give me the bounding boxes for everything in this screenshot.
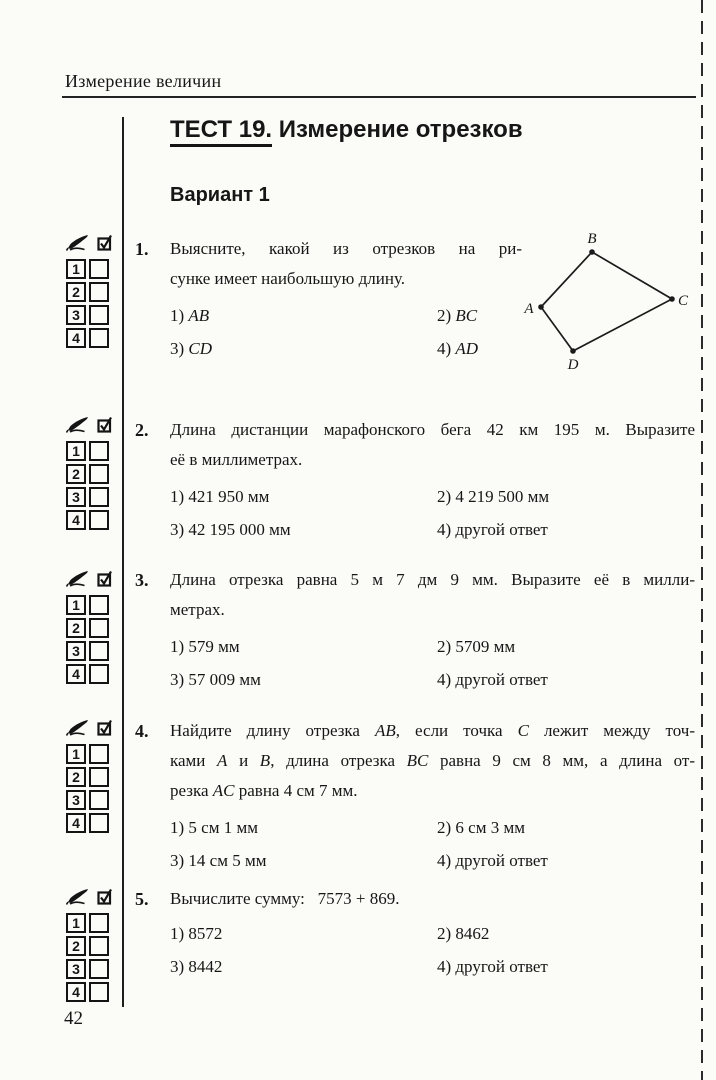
- checked-checkbox-icon: [97, 416, 113, 438]
- answer-number-box: 1: [66, 913, 86, 933]
- answer-grid-header: [66, 723, 113, 741]
- answer-checkbox[interactable]: [89, 487, 109, 507]
- answer-grid-header: [66, 420, 113, 438]
- page-title: [170, 116, 523, 144]
- answer-row: [66, 510, 113, 530]
- question-text-line: ками A и B, длина отрезка BC равна 9 см 8 мм, а длина от-: [170, 751, 695, 770]
- answer-number-box: 4: [66, 664, 86, 684]
- answer-number-box: 2: [66, 282, 86, 302]
- question-number: 3.: [135, 570, 149, 590]
- question-text-line: Длина дистанции марафонского бега 42 км 195 м. Выразите: [170, 420, 695, 439]
- answer-checkbox[interactable]: [89, 744, 109, 764]
- answer-number-box: 4: [66, 510, 86, 530]
- answer-row: [66, 790, 113, 810]
- answer-row: [66, 305, 113, 325]
- answer-row: [66, 259, 113, 279]
- answer-number-box: 2: [66, 936, 86, 956]
- point-b-label: B: [587, 231, 597, 247]
- answer-grid-q4: [66, 723, 113, 833]
- option-1: 1) 579 мм: [170, 637, 240, 656]
- point-a-label: A: [524, 301, 534, 317]
- answer-checkbox[interactable]: [89, 510, 109, 530]
- checked-checkbox-icon: [97, 234, 113, 256]
- writing-pen-icon: [66, 888, 90, 910]
- answer-checkbox[interactable]: [89, 790, 109, 810]
- option-1: 1) 8572: [170, 924, 223, 943]
- writing-pen-icon: [66, 416, 90, 438]
- answer-number-box: 4: [66, 813, 86, 833]
- test-name-label: Измерение отрезков: [272, 116, 523, 143]
- question-number: 4.: [135, 721, 149, 741]
- answer-grid-q2: [66, 420, 113, 530]
- answer-checkbox[interactable]: [89, 282, 109, 302]
- question-number: 5.: [135, 889, 149, 909]
- answer-row: [66, 913, 113, 933]
- answer-grid-header: [66, 238, 113, 256]
- answer-checkbox[interactable]: [89, 618, 109, 638]
- answer-row: [66, 328, 113, 348]
- checked-checkbox-icon: [97, 719, 113, 741]
- question-text-line: Найдите длину отрезка AB, если точка C лежит между точ-: [170, 721, 695, 740]
- question-5: [135, 884, 695, 976]
- answer-checkbox[interactable]: [89, 641, 109, 661]
- question-text-line: резка AC равна 4 см 7 мм.: [170, 781, 358, 800]
- answer-checkbox[interactable]: [89, 913, 109, 933]
- answer-number-box: 3: [66, 959, 86, 979]
- option-4: 4) другой ответ: [437, 670, 548, 689]
- option-3: 3) 42 195 000 мм: [170, 520, 291, 539]
- option-3: 3) 8442: [170, 957, 223, 976]
- option-4: 4) другой ответ: [437, 520, 548, 539]
- question-4: [135, 716, 695, 870]
- running-head: Измерение величин: [65, 71, 222, 91]
- answer-number-box: 3: [66, 641, 86, 661]
- answer-grid-q3: [66, 574, 113, 684]
- writing-pen-icon: [66, 234, 90, 256]
- question-text-line: Длина отрезка равна 5 м 7 дм 9 мм. Выразите её в милли-: [170, 570, 695, 589]
- answer-row: [66, 487, 113, 507]
- option-4: 4) AD: [437, 339, 479, 358]
- answer-row: [66, 813, 113, 833]
- answer-number-box: 2: [66, 767, 86, 787]
- option-3: 3) 14 см 5 мм: [170, 851, 267, 870]
- question-text-line: Выясните, какой из отрезков на ри-: [170, 239, 522, 258]
- option-3: 3) CD: [170, 339, 213, 358]
- question-3: [135, 565, 695, 689]
- option-1: 1) 5 см 1 мм: [170, 818, 258, 837]
- answer-row: [66, 641, 113, 661]
- question-text-line: метрах.: [170, 600, 225, 619]
- answer-grid-q5: [66, 892, 113, 1002]
- point-b-dot: [589, 249, 595, 255]
- answer-number-box: 2: [66, 618, 86, 638]
- question-number: 1.: [135, 239, 149, 259]
- point-c-dot: [669, 296, 675, 302]
- answer-row: [66, 982, 113, 1002]
- answer-row: [66, 282, 113, 302]
- option-1: 1) AB: [170, 306, 210, 325]
- answer-number-box: 3: [66, 487, 86, 507]
- option-3: 3) 57 009 мм: [170, 670, 261, 689]
- answer-checkbox[interactable]: [89, 959, 109, 979]
- answer-row: [66, 664, 113, 684]
- answer-checkbox[interactable]: [89, 813, 109, 833]
- answer-row: [66, 767, 113, 787]
- point-a-dot: [538, 304, 544, 310]
- option-4: 4) другой ответ: [437, 851, 548, 870]
- answer-number-box: 4: [66, 982, 86, 1002]
- cut-dashed-line: [701, 0, 703, 1080]
- answer-number-box: 2: [66, 464, 86, 484]
- checked-checkbox-icon: [97, 888, 113, 910]
- writing-pen-icon: [66, 570, 90, 592]
- answer-number-box: 1: [66, 259, 86, 279]
- answer-number-box: 1: [66, 441, 86, 461]
- point-d-label: D: [567, 357, 579, 373]
- answer-row: [66, 744, 113, 764]
- answer-grid-header: [66, 892, 113, 910]
- question-text-line: сунке имеет наибольшую длину.: [170, 269, 405, 288]
- figure-quadrilateral-abcd: [520, 226, 700, 376]
- header-rule: [62, 96, 696, 98]
- answer-checkbox[interactable]: [89, 664, 109, 684]
- answer-grid-q1: [66, 238, 113, 348]
- answer-number-box: 3: [66, 305, 86, 325]
- answer-row: [66, 464, 113, 484]
- question-text-line: её в миллиметрах.: [170, 450, 303, 469]
- answer-grid-header: [66, 574, 113, 592]
- writing-pen-icon: [66, 719, 90, 741]
- answer-number-box: 1: [66, 744, 86, 764]
- answer-checkbox[interactable]: [89, 305, 109, 325]
- answer-number-box: 1: [66, 595, 86, 615]
- variant-label: Вариант 1: [170, 184, 270, 206]
- page-number: 42: [64, 1008, 83, 1029]
- answer-number-box: 4: [66, 328, 86, 348]
- answer-row: [66, 618, 113, 638]
- answer-checkbox[interactable]: [89, 441, 109, 461]
- question-2: [135, 415, 695, 539]
- answer-checkbox[interactable]: [89, 464, 109, 484]
- option-2: 2) 6 см 3 мм: [437, 818, 525, 837]
- answer-row: [66, 595, 113, 615]
- margin-rule: [122, 117, 124, 1007]
- answer-row: [66, 441, 113, 461]
- option-1: 1) 421 950 мм: [170, 487, 270, 506]
- question-text-line: Вычислите сумму: 7573 + 869.: [170, 889, 400, 908]
- option-2: 2) 4 219 500 мм: [437, 487, 550, 506]
- answer-row: [66, 936, 113, 956]
- answer-number-box: 3: [66, 790, 86, 810]
- option-2: 2) 5709 мм: [437, 637, 516, 656]
- test-number-label: ТЕСТ 19.: [170, 116, 272, 147]
- point-d-dot: [570, 348, 576, 354]
- option-2: 2) BC: [437, 306, 478, 325]
- question-number: 2.: [135, 420, 149, 440]
- point-c-label: C: [677, 293, 689, 309]
- answer-checkbox[interactable]: [89, 259, 109, 279]
- answer-checkbox[interactable]: [89, 595, 109, 615]
- answer-row: [66, 959, 113, 979]
- option-2: 2) 8462: [437, 924, 490, 943]
- answer-checkbox[interactable]: [89, 328, 109, 348]
- answer-checkbox[interactable]: [89, 767, 109, 787]
- option-4: 4) другой ответ: [437, 957, 548, 976]
- answer-checkbox[interactable]: [89, 982, 109, 1002]
- answer-checkbox[interactable]: [89, 936, 109, 956]
- checked-checkbox-icon: [97, 570, 113, 592]
